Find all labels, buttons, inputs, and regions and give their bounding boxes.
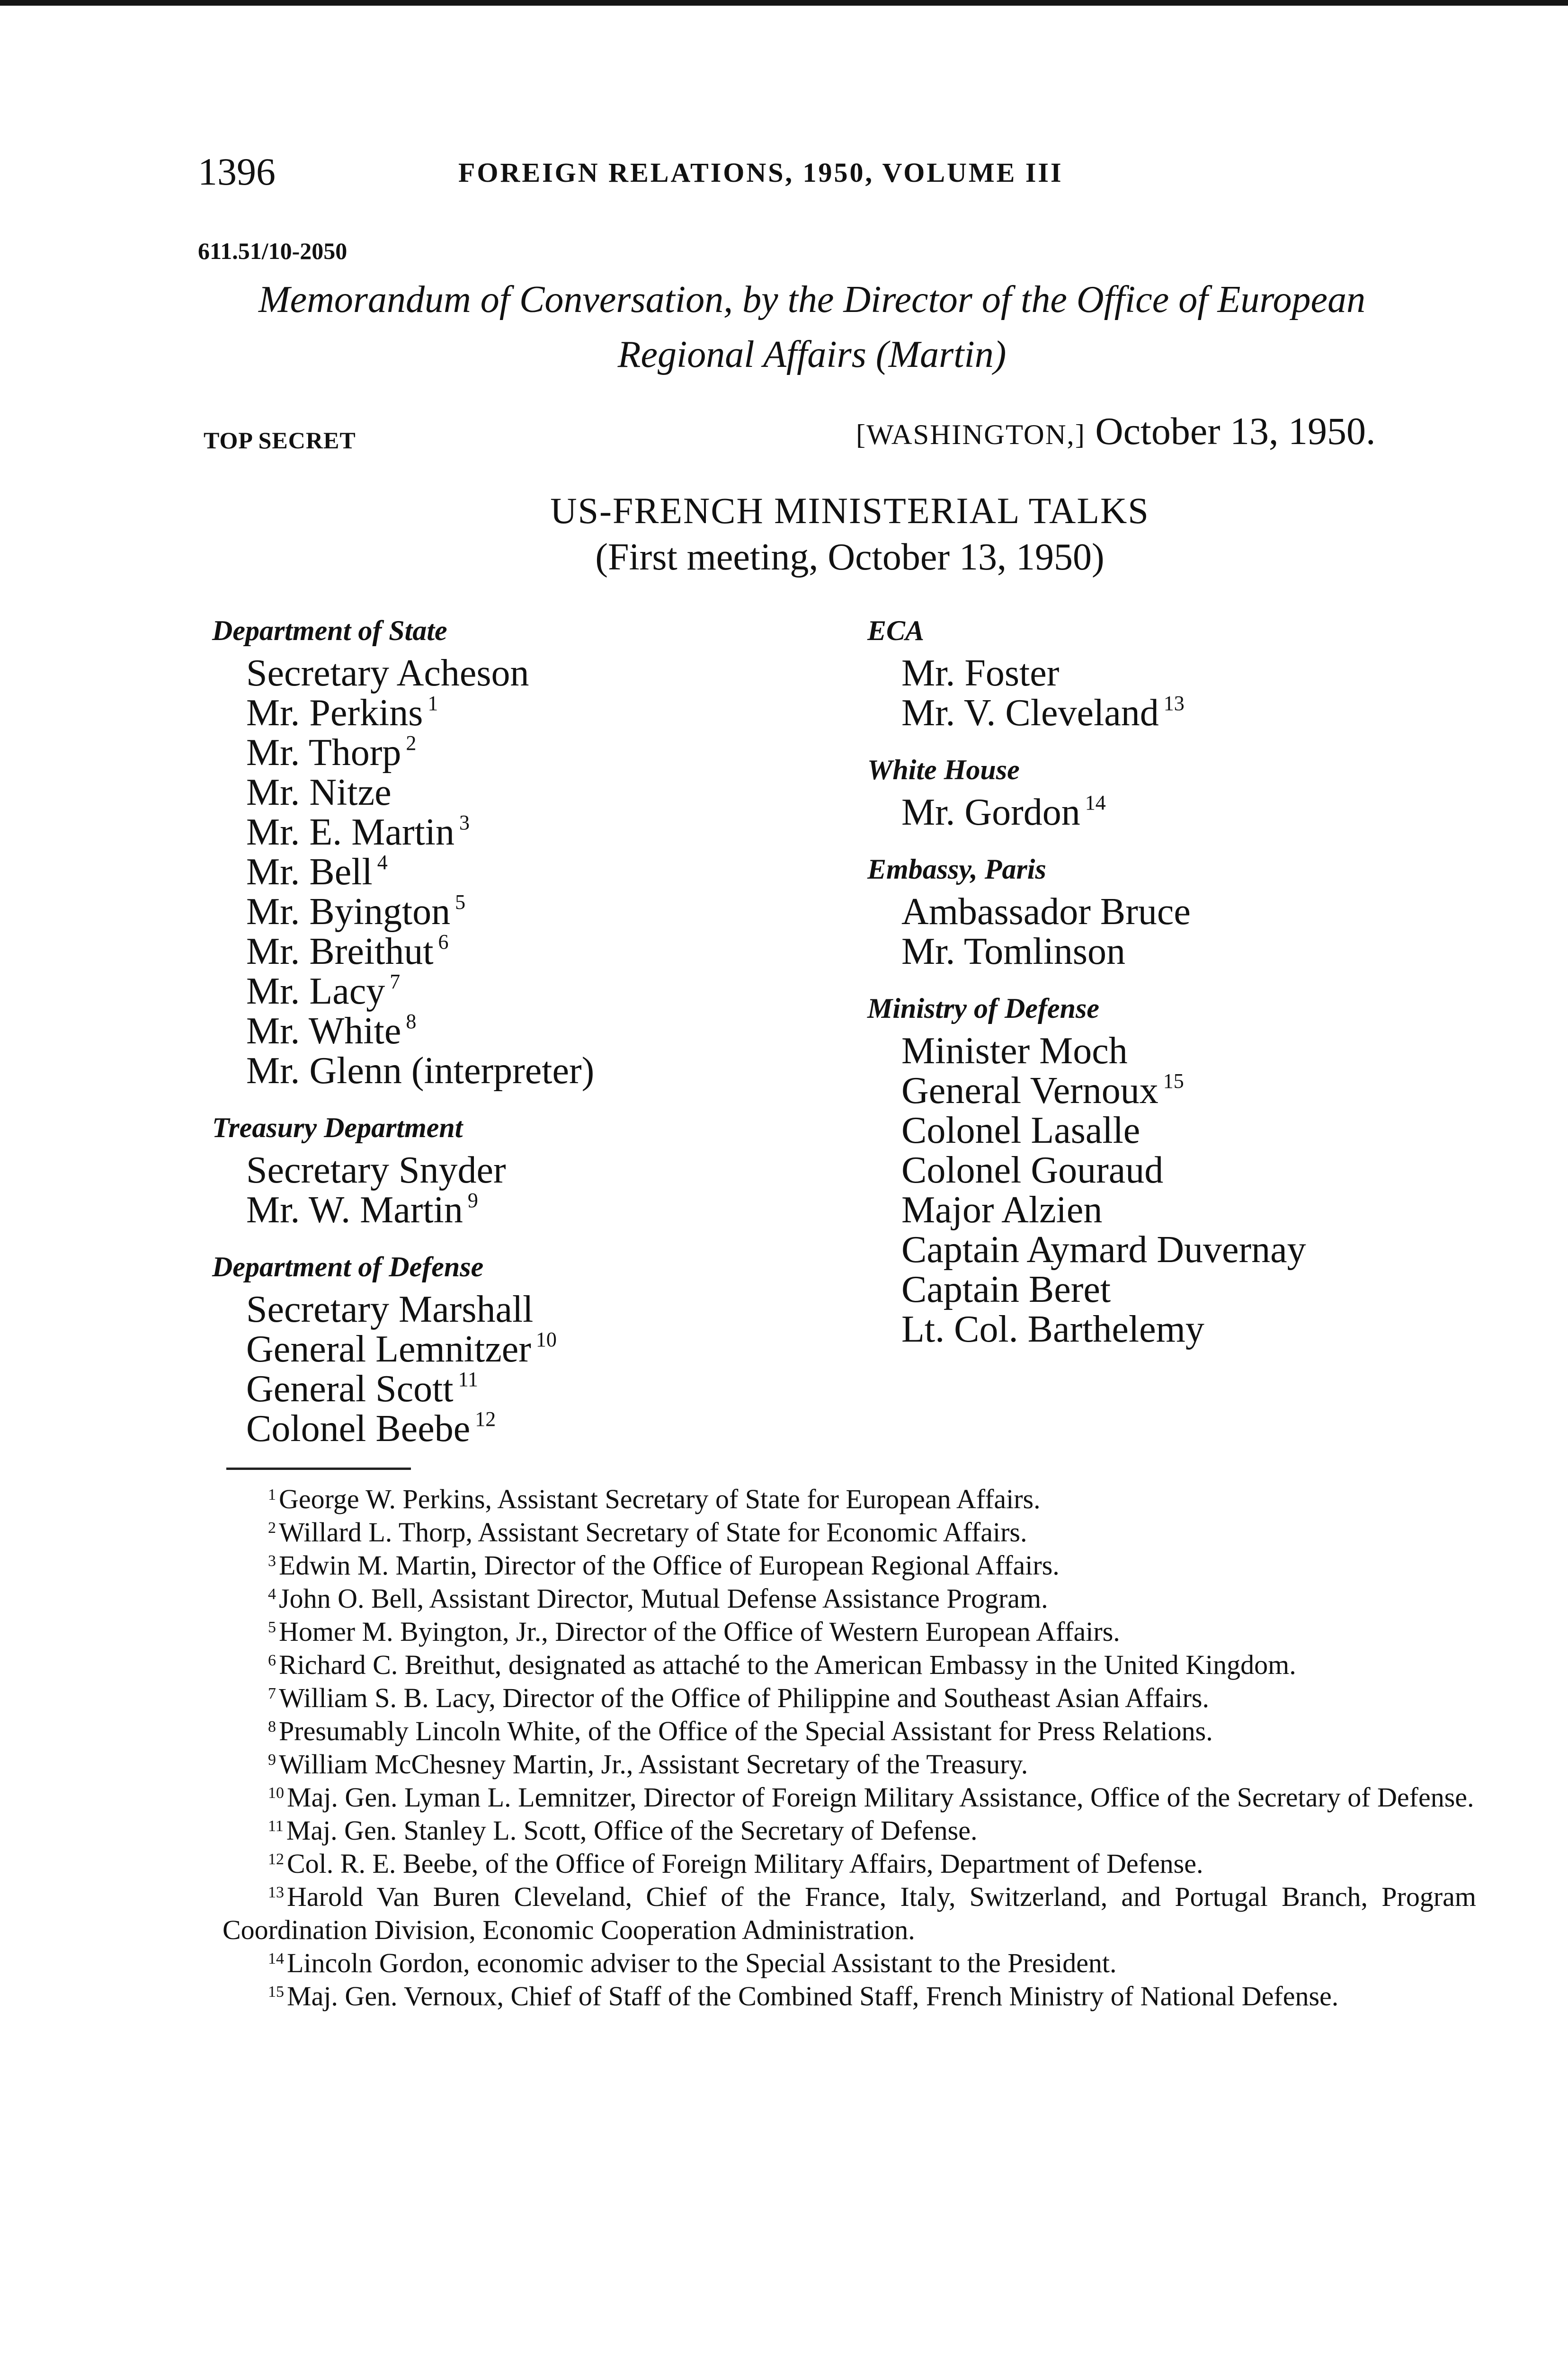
participant-group xyxy=(867,611,1459,733)
participant-name: Mr. Foster xyxy=(901,652,1060,694)
participant xyxy=(212,693,828,733)
participant xyxy=(212,1150,828,1190)
footnote-text: Willard L. Thorp, Assistant Secretary of State for Economic Affairs. xyxy=(279,1517,1027,1548)
participant xyxy=(212,1190,828,1230)
participant-name: Captain Aymard Duvernay xyxy=(901,1229,1306,1271)
participant-group xyxy=(867,750,1459,832)
footnote-rule xyxy=(226,1468,411,1470)
footnote xyxy=(223,1715,1476,1748)
footnote-text: Richard C. Breithut, designated as attaché to the American Embassy in the United Kingdom. xyxy=(279,1649,1296,1680)
participants-left-column xyxy=(212,611,828,1466)
top-edge-rule xyxy=(0,0,1568,6)
participant xyxy=(867,1071,1459,1111)
footnote-text: Homer M. Byington, Jr., Director of the Office of Western European Affairs. xyxy=(279,1616,1120,1647)
footnote-number: 4 xyxy=(268,1585,276,1603)
footnote-number: 14 xyxy=(268,1950,284,1967)
footnote-text: William S. B. Lacy, Director of the Office of Philippine and Southeast Asian Affairs. xyxy=(279,1682,1209,1713)
footnote xyxy=(223,1814,1476,1847)
participant-name: Secretary Marshall xyxy=(246,1289,534,1330)
participant xyxy=(867,1190,1459,1230)
participant-name: Mr. Gordon xyxy=(901,792,1080,833)
footnote-ref: 13 xyxy=(1163,692,1185,715)
footnote xyxy=(223,1682,1476,1715)
participant-name: Mr. Byington xyxy=(246,891,451,933)
footnote-ref: 4 xyxy=(377,851,388,874)
participant xyxy=(212,733,828,773)
footnote-ref: 10 xyxy=(535,1328,557,1351)
group-heading: ECA xyxy=(867,615,925,646)
participant xyxy=(212,1011,828,1051)
subject-subtitle: (First meeting, October 13, 1950) xyxy=(595,536,1105,578)
group-heading: White House xyxy=(867,754,1020,785)
footnote-ref: 12 xyxy=(475,1407,496,1431)
participant-group xyxy=(867,988,1459,1349)
group-heading: Department of State xyxy=(212,615,447,646)
participant xyxy=(867,792,1459,832)
footnote-number: 12 xyxy=(268,1851,284,1868)
participant-name: Mr. Bell xyxy=(246,851,373,893)
participant xyxy=(867,653,1459,693)
participant xyxy=(212,1369,828,1409)
participant xyxy=(867,1031,1459,1071)
footnote xyxy=(223,1516,1476,1549)
place: [WASHINGTON,] xyxy=(856,419,1086,451)
participant-name: Secretary Acheson xyxy=(246,652,529,694)
participant-name: Colonel Gouraud xyxy=(901,1149,1164,1191)
participant-group xyxy=(212,611,828,1091)
footnote-ref: 14 xyxy=(1085,791,1106,814)
footnote-text: Maj. Gen. Vernoux, Chief of Staff of the Combined Staff, French Ministry of National Defense. xyxy=(287,1981,1339,2011)
participant xyxy=(212,812,828,852)
file-number: 611.51/10-2050 xyxy=(198,238,347,264)
footnote-number: 1 xyxy=(268,1486,276,1504)
participant-name: Minister Moch xyxy=(901,1030,1128,1072)
footnotes xyxy=(223,1483,1476,2013)
participant-name: Captain Beret xyxy=(901,1269,1111,1310)
participant-name: Ambassador Bruce xyxy=(901,891,1191,933)
participant-group xyxy=(212,1108,828,1230)
footnote-text: William McChesney Martin, Jr., Assistant Secretary of the Treasury. xyxy=(279,1749,1028,1780)
participant-name: Mr. Glenn (interpreter) xyxy=(246,1050,595,1092)
footnote-ref: 1 xyxy=(428,692,438,715)
footnote-ref: 9 xyxy=(467,1189,478,1212)
participant-name: Mr. Lacy xyxy=(246,970,385,1012)
classification-marking: TOP SECRET xyxy=(204,427,356,454)
footnote-text: Maj. Gen. Lyman L. Lemnitzer, Director of Foreign Military Assistance, Office of the Secretary of Defense. xyxy=(287,1782,1474,1813)
page-number: 1396 xyxy=(198,150,276,193)
participant-name: Mr. Tomlinson xyxy=(901,931,1126,972)
participant-name: General Scott xyxy=(246,1368,454,1410)
footnote xyxy=(223,1880,1476,1947)
group-heading: Department of Defense xyxy=(212,1251,484,1282)
participant xyxy=(867,1270,1459,1309)
footnote-number: 11 xyxy=(268,1817,284,1835)
participant xyxy=(867,693,1459,733)
participant xyxy=(212,971,828,1011)
footnote-ref: 5 xyxy=(455,890,466,914)
participant xyxy=(867,1111,1459,1150)
participant xyxy=(212,932,828,971)
footnote xyxy=(223,1748,1476,1781)
footnote-ref: 8 xyxy=(406,1010,417,1033)
footnote-ref: 2 xyxy=(406,731,417,755)
participant xyxy=(212,773,828,812)
footnote xyxy=(223,1582,1476,1615)
participant-name: Mr. White xyxy=(246,1010,401,1052)
group-heading: Embassy, Paris xyxy=(867,854,1046,885)
participant-name: Mr. E. Martin xyxy=(246,811,454,853)
footnote-number: 13 xyxy=(268,1884,284,1901)
participant xyxy=(867,1230,1459,1270)
running-head: FOREIGN RELATIONS, 1950, VOLUME III xyxy=(458,157,1063,188)
participant xyxy=(212,892,828,932)
footnote-text: Presumably Lincoln White, of the Office of the Special Assistant for Press Relations. xyxy=(279,1716,1213,1746)
footnote-text: Edwin M. Martin, Director of the Office of European Regional Affairs. xyxy=(279,1550,1060,1581)
participant xyxy=(212,1409,828,1449)
participant-group xyxy=(867,849,1459,971)
footnote xyxy=(223,1781,1476,1814)
footnote-ref: 6 xyxy=(438,930,449,953)
footnote-text: Maj. Gen. Stanley L. Scott, Office of the Secretary of Defense. xyxy=(286,1815,978,1846)
footnote xyxy=(223,1847,1476,1880)
footnote-ref: 11 xyxy=(458,1368,478,1391)
participant-name: General Vernoux xyxy=(901,1070,1158,1112)
footnote-number: 6 xyxy=(268,1652,276,1669)
document-title: Memorandum of Conversation, by the Director of the Office of European Regional Affairs (Martin) xyxy=(258,279,1366,375)
date: October 13, 1950. xyxy=(1095,409,1376,453)
footnote-number: 5 xyxy=(268,1619,276,1636)
subject-title: US-FRENCH MINISTERIAL TALKS xyxy=(550,490,1149,531)
footnote-number: 3 xyxy=(268,1552,276,1570)
participant xyxy=(212,852,828,892)
footnote-number: 7 xyxy=(268,1685,276,1702)
footnote-ref: 7 xyxy=(390,970,401,993)
participant-name: Major Alzien xyxy=(901,1189,1103,1231)
footnote-number: 10 xyxy=(268,1784,284,1802)
participant-name: Colonel Lasalle xyxy=(901,1110,1140,1151)
footnote xyxy=(223,1483,1476,1516)
footnote-number: 2 xyxy=(268,1519,276,1537)
participant-name: Lt. Col. Barthelemy xyxy=(901,1308,1204,1350)
participant xyxy=(867,892,1459,932)
footnote xyxy=(223,1549,1476,1582)
participant xyxy=(212,1051,828,1091)
participant xyxy=(212,1290,828,1329)
participant-name: Mr. W. Martin xyxy=(246,1189,463,1231)
footnote-text: Col. R. E. Beebe, of the Office of Foreign Military Affairs, Department of Defense. xyxy=(287,1848,1203,1879)
footnote-ref: 15 xyxy=(1163,1069,1184,1093)
participant-name: Secretary Snyder xyxy=(246,1149,506,1191)
participant xyxy=(867,1309,1459,1349)
participant-name: Mr. V. Cleveland xyxy=(901,692,1159,734)
participant xyxy=(867,1150,1459,1190)
participant-group xyxy=(212,1247,828,1449)
place-date-line xyxy=(856,409,1376,453)
footnote-text: John O. Bell, Assistant Director, Mutual Defense Assistance Program. xyxy=(279,1583,1048,1614)
footnote xyxy=(223,1648,1476,1682)
footnote xyxy=(223,1980,1476,2013)
footnote-ref: 3 xyxy=(459,811,470,834)
footnote-text: Harold Van Buren Cleveland, Chief of the France, Italy, Switzerland, and Portugal Branch, Program Coordination Division, Economic Cooperation Administration. xyxy=(223,1881,1476,1945)
participant xyxy=(212,1329,828,1369)
group-heading: Ministry of Defense xyxy=(867,993,1099,1024)
footnote-number: 9 xyxy=(268,1751,276,1769)
participant-name: Mr. Perkins xyxy=(246,692,423,734)
participant-name: Mr. Thorp xyxy=(246,732,401,774)
footnote-number: 8 xyxy=(268,1718,276,1735)
participant-name: Mr. Breithut xyxy=(246,931,434,972)
participant-name: Mr. Nitze xyxy=(246,772,392,813)
footnote xyxy=(223,1615,1476,1648)
footnote-number: 15 xyxy=(268,1983,284,2001)
footnote-text: Lincoln Gordon, economic adviser to the Special Assistant to the President. xyxy=(287,1948,1117,1978)
meeting-subject xyxy=(473,488,1226,580)
participant xyxy=(867,932,1459,971)
participant-name: Colonel Beebe xyxy=(246,1408,471,1450)
participant-name: General Lemnitzer xyxy=(246,1328,531,1370)
group-heading: Treasury Department xyxy=(212,1112,463,1143)
footnote-text: George W. Perkins, Assistant Secretary of State for European Affairs. xyxy=(279,1484,1041,1514)
footnote xyxy=(223,1947,1476,1980)
participant xyxy=(212,653,828,693)
participants-right-column xyxy=(867,611,1459,1366)
